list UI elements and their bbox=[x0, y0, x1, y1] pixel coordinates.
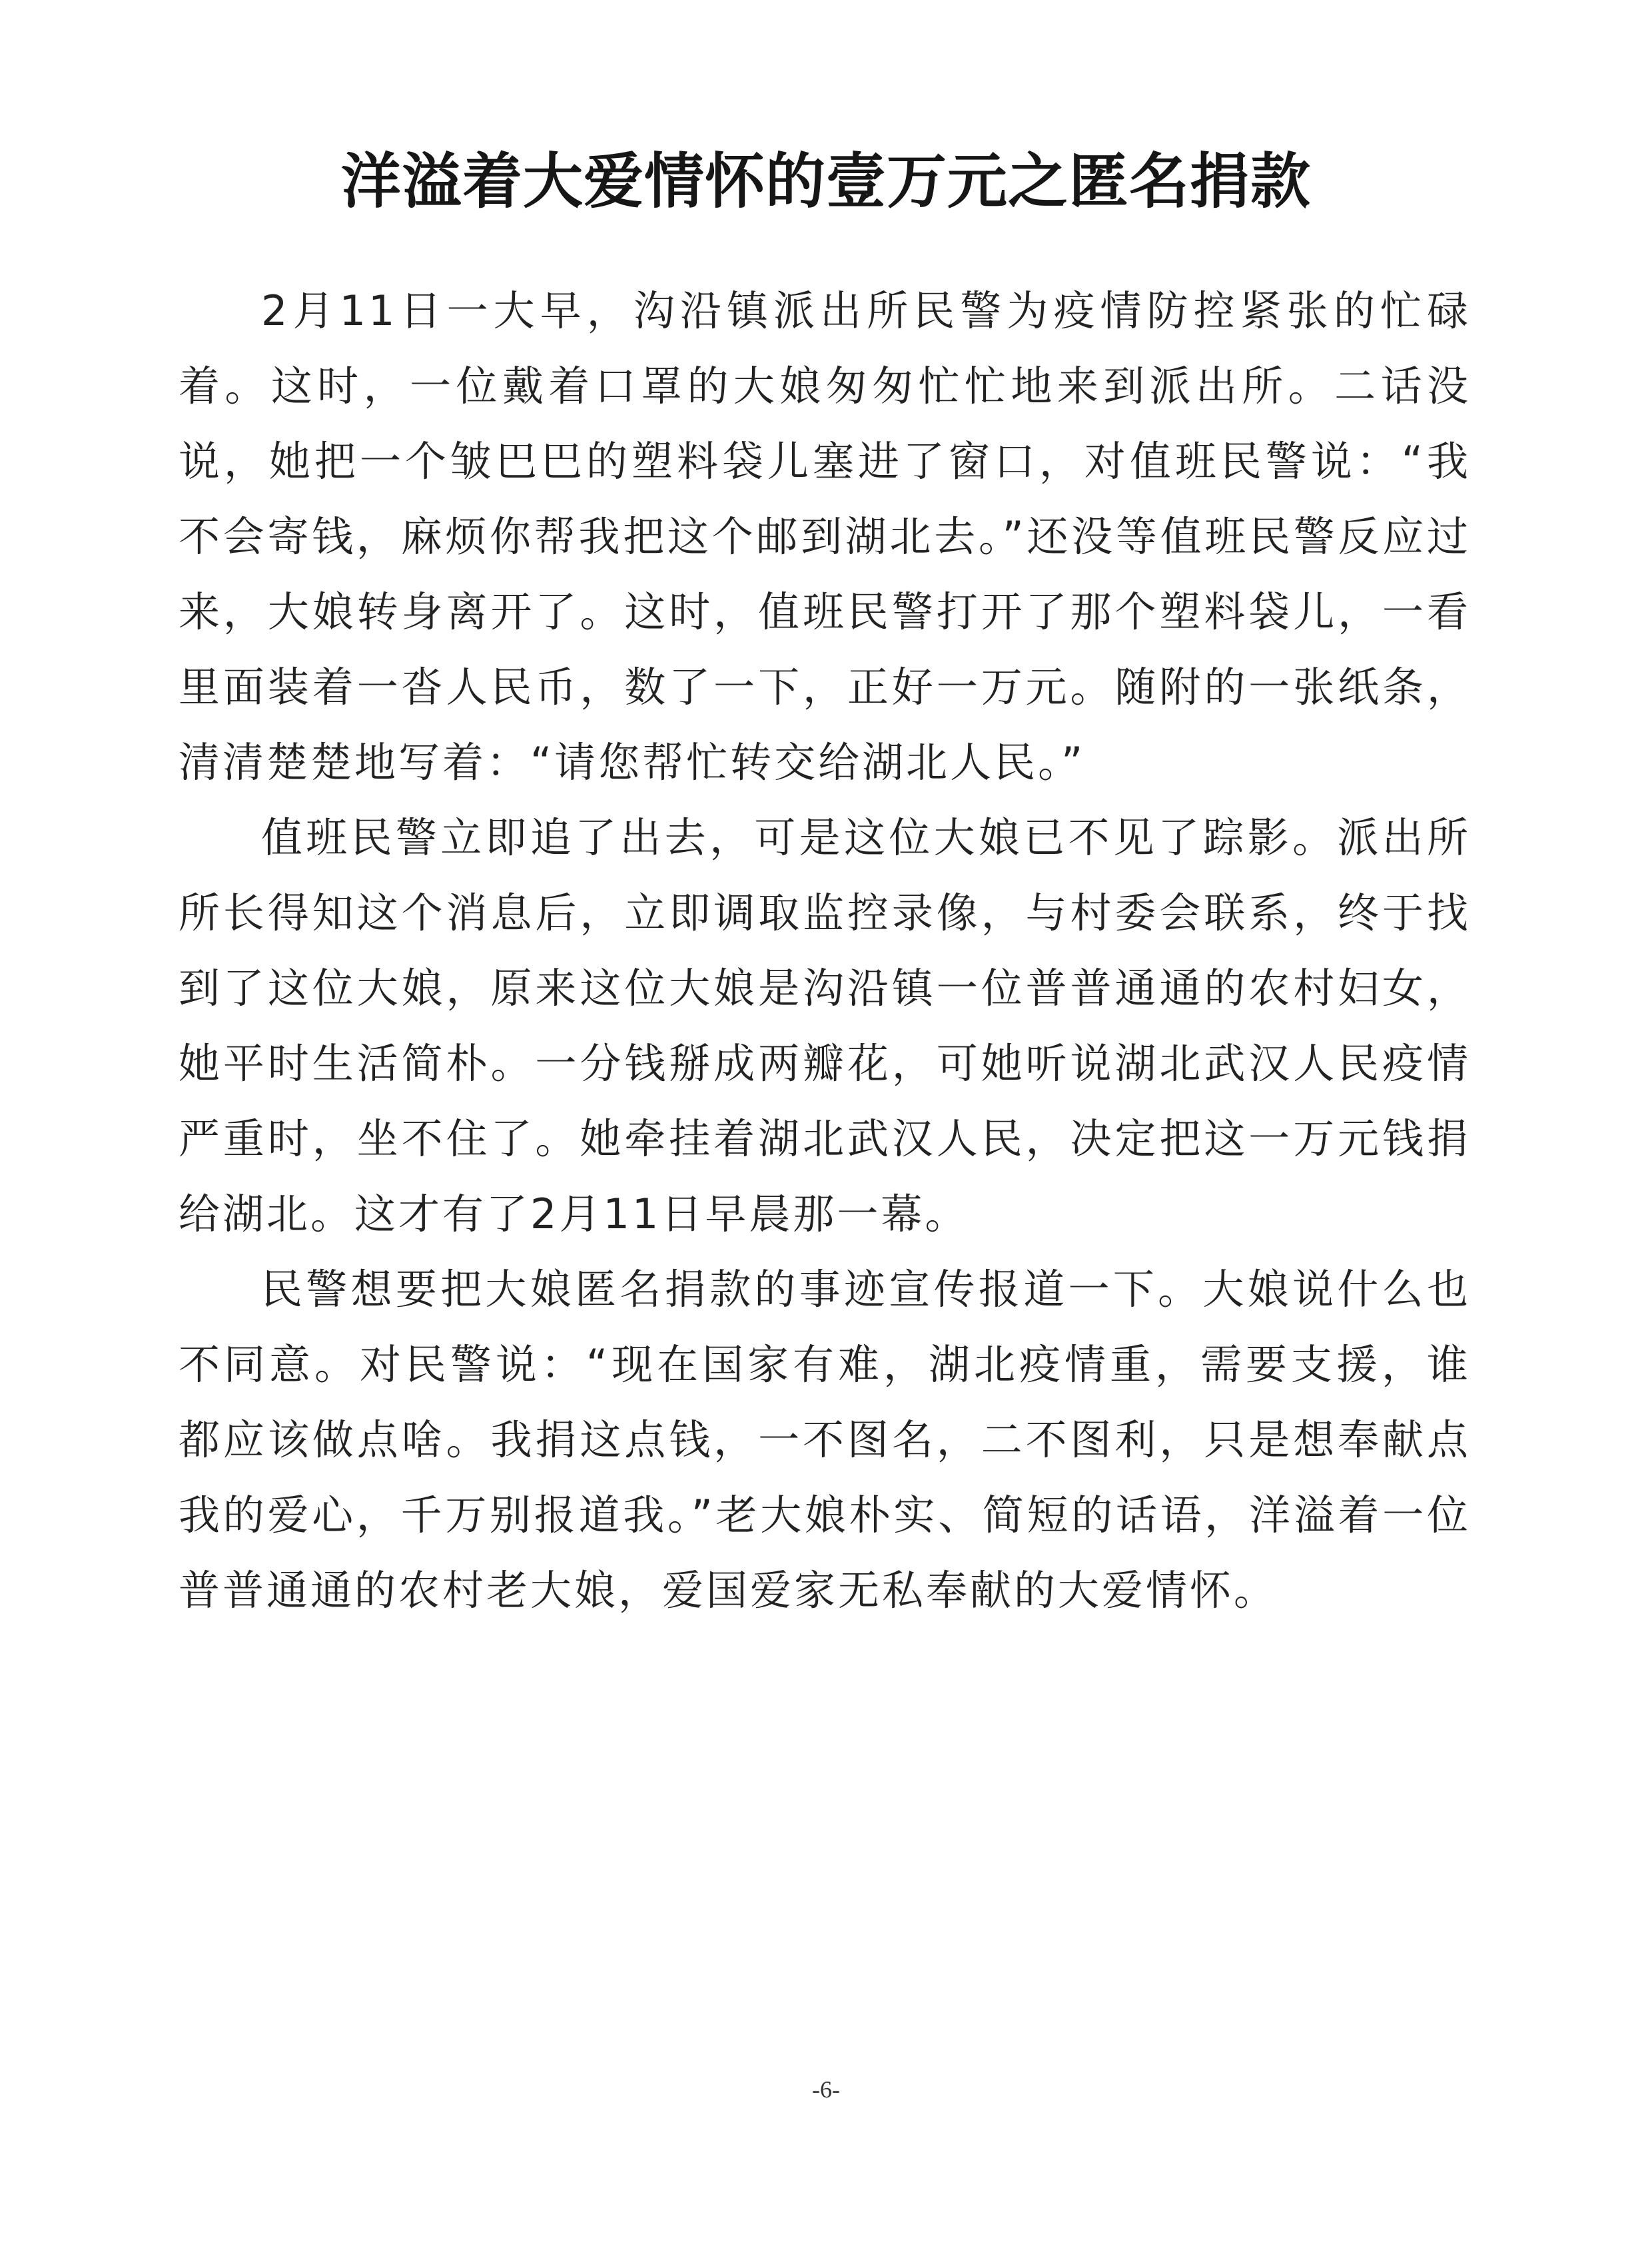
paragraph-3: 民警想要把大娘匿名捐款的事迹宣传报道一下。大娘说什么也不同意。对民警说：“现在国家有难，湖北疫情重，需要支援，谁都应该做点啥。我捐这点钱，一不图名，二不图利，只是想奉献点我的爱心，千万别报道我。”老大娘朴实、简短的话语，洋溢着一位普普通通的农村老大娘，爱国爱家无私奉献的大爱情怀。 bbox=[179, 1265, 1471, 1615]
document-title: 洋溢着大爱情怀的壹万元之匿名捐款 bbox=[341, 146, 1311, 216]
paragraph-1: 2月11日一大早，沟沿镇派出所民警为疫情防控紧张的忙碌着。这时，一位戴着口罩的大娘匆匆忙忙地来到派出所。二话没说，她把一个皱巴巴的塑料袋儿塞进了窗口，对值班民警说：“我不会寄钱，麻烦你帮我把这个邮到湖北去。”还没等值班民警反应过来，大娘转身离开了。这时，值班民警打开了那个塑料袋儿，一看里面装着一沓人民币，数了一下，正好一万元。随附的一张纸条，清清楚楚地写着：“请您帮忙转交给湖北人民。” bbox=[179, 286, 1471, 787]
paragraph-2: 值班民警立即追了出去，可是这位大娘已不见了踪影。派出所所长得知这个消息后，立即调取监控录像，与村委会联系，终于找到了这位大娘，原来这位大娘是沟沿镇一位普普通通的农村妇女，她平时生活简朴。一分钱掰成两瓣花，可她听说湖北武汉人民疫情严重时，坐不住了。她牵挂着湖北武汉人民，决定把这一万元钱捐给湖北。这才有了2月11日早晨那一幕。 bbox=[179, 813, 1471, 1238]
article-body bbox=[179, 273, 1471, 1628]
page-number: -6- bbox=[812, 2076, 840, 2103]
